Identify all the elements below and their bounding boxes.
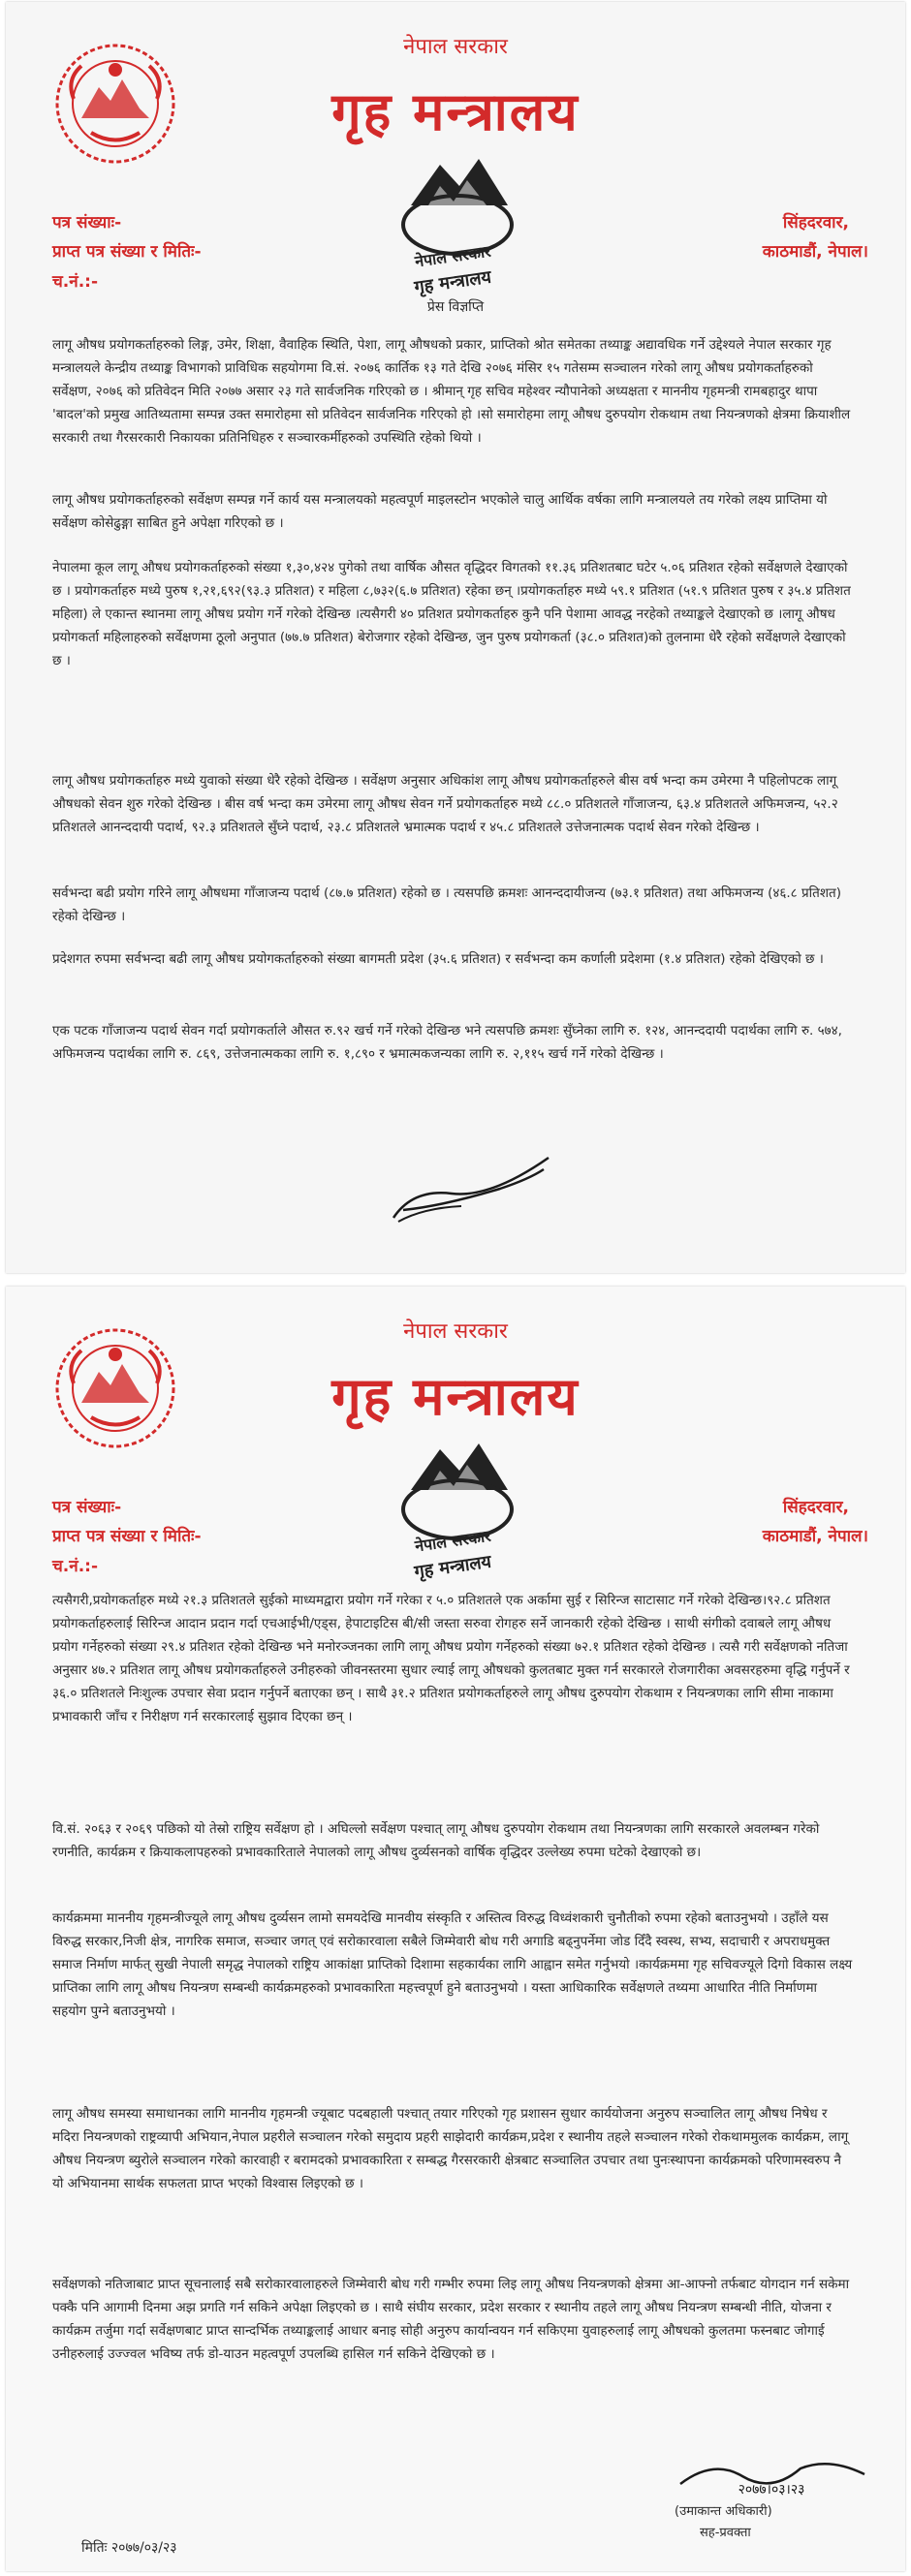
signature (675, 2455, 868, 2498)
dispatch-number-label: च.नं.:- (52, 1557, 98, 1576)
signatory-name: (उमाकान्त अधिकारी) (675, 2504, 772, 2519)
document-page-1 (6, 2, 905, 1273)
signatory-title: सह-प्रवक्ता (700, 2526, 751, 2540)
letter-number-label: पत्र संख्याः- (52, 213, 122, 233)
location-label: सिंहदरवार, (782, 213, 849, 233)
received-letter-label: प्राप्त पत्र संख्या र मितिः- (52, 242, 202, 262)
signature-date: २०७७।०३।२३ (738, 2482, 805, 2498)
paragraph: लागू औषध प्रयोगकर्ताहरु मध्ये युवाको संख्या धेरै रहेको देखिन्छ । सर्वेक्षण अनुसार अधिकांश लागू औषध प्रयोगकर्ताहरुले बीस वर्ष भन्दा कम उमेरमा नै पहिलोपटक लागू औषधको सेवन शुरु गरेको देखिन्छ । बीस वर्ष भन्दा कम उमेरमा लागू औषध सेवन गर्ने प्रयोगकर्ताहरु मध्ये ८८.० प्रतिशतले गाँजाजन्य, ६३.४ प्रतिशतले अफिमजन्य, ५२.२ प्रतिशतले आनन्ददायी पदार्थ, ९२.३ प्रतिशतले सुँघ्ने पदार्थ, २३.८ प्रतिशतले भ्रमात्मक पदार्थ र ४५.८ प्रतिशतले उत्तेजनात्मक पदार्थ सेवन गरेको देखिन्छ । (52, 773, 838, 835)
svg-text:गृह मन्त्रालय: गृह मन्त्रालय (413, 266, 493, 298)
paragraph: प्रदेशगत रुपमा सर्वभन्दा बढी लागू औषध प्रयोगकर्ताहरुको संख्या बागमती प्रदेश (३५.६ प्रतिशत) र सर्वभन्दा कम कर्णाली प्रदेशमा (१.४ प्रतिशत) रहेको देखिएको छ । (52, 951, 824, 967)
paragraph: त्यसैगरी,प्रयोगकर्ताहरु मध्ये २१.३ प्रतिशतले सुईको माध्यमद्वारा प्रयोग गर्ने गरेका र ५.० प्रतिशतले एक अर्कामा सुई र सिरिन्ज साटासाट गर्ने गरेको देखिन्छ।९२.८ प्रतिशत प्रयोगकर्ताहरुलाई सिरिन्ज आदान प्रदान गर्दा एचआईभी/एड्स, हेपाटाइटिस बी/सी जस्ता सरुवा रोगहरु सर्ने जानकारी रहेको देखिन्छ । साथी संगीको दवाबले लागू औषध प्रयोग गर्नेहरुको संख्या २९.४ प्रतिशत रहेको देखिन्छ भने मनोरञ्जनका लागि लागू औषध प्रयोग गर्नेहरुको संख्या ७२.१ प्रतिशत रहेको देखिन्छ । त्यसै गरी सर्वेक्षणको नतिजा अनुसार ४७.२ प्रतिशत लागू औषध प्रयोगकर्ताहरुले उनीहरुको जीवनस्तरमा सुधार ल्याई लागू औषधको कुलतबाट मुक्त गर्न सरकारले रोजगारीका अवसरहरुमा वृद्धि गर्नुपर्ने र ३६.० प्रतिशतले निःशुल्क उपचार सेवा प्रदान गर्नुपर्ने बताएका छन् । साथै ३१.२ प्रतिशत प्रयोगकर्ताहरुले लागू औषध दुरुपयोग रोकथाम र नियन्त्रणका लागि सीमा नाकामा प्रभावकारी जाँच र निरीक्षण गर्न सरकारलाई सुझाव दिएका छन् । (52, 1593, 850, 1724)
paragraph: एक पटक गाँजाजन्य पदार्थ सेवन गर्दा प्रयोगकर्ताले औसत रु.९२ खर्च गर्ने गरेको देखिन्छ भने त्यसपछि क्रमशः सुँघ्नेका लागि रु. १२४, आनन्ददायी पदार्थका लागि रु. ५७४, अफिमजन्य पदार्थका लागि रु. ८६९, उत्तेजनात्मकका लागि रु. १,८९० र भ्रमात्मकजन्यका लागि रु. २,११५ खर्च गर्ने गरेको देखिन्छ । (52, 1023, 842, 1062)
city-label: काठमाडौं, नेपाल। (762, 242, 868, 262)
ministry-seal-icon (372, 147, 535, 302)
city-label: काठमाडौं, नेपाल। (762, 1527, 868, 1546)
paragraph: सर्वेक्षणको नतिजाबाट प्राप्त सूचनालाई सबै सरोकारवालाहरुले जिम्मेवारी बोध गरी गम्भीर रुपमा लिइ लागू औषध नियन्त्रणको क्षेत्रमा आ-आफ्नो तर्फबाट योगदान गर्न सकेमा पक्कै पनि आगामी दिनमा अझ प्रगति गर्न सकिने अपेक्षा लिइएको छ । साथै संघीय सरकार, प्रदेश सरकार र स्थानीय तहले लागू औषध नियन्त्रण सम्बन्धी नीति, योजना र कार्यक्रम तर्जुमा गर्दा सर्वेक्षणबाट प्राप्त सान्दर्भिक तथ्याङ्कलाई आधार बनाइ सोही अनुरुप कार्यान्वयन गर्न सकिएमा युवाहरुलाई लागू औषधको कुलतमा फस्नबाट जोगाई उनीहरुलाई उज्ज्वल भविष्य तर्फ डो-याउन महत्वपूर्ण उपलब्धि हासिल गर्न सकिने देखिएको छ । (52, 2277, 850, 2362)
svg-text:नेपाल सरकार: नेपाल सरकार (413, 1526, 492, 1556)
ministry-heading: गृह मन्त्रालय (331, 81, 580, 142)
paragraph: लागू औषध समस्या समाधानका लागि माननीय गृहमन्त्री ज्यूबाट पदबहाली पश्चात् तयार गरिएको गृह प्रशासन सुधार कार्ययोजना अनुरुप सञ्चालित लागू औषध निषेध र मदिरा नियन्त्रणको राष्ट्रव्यापी अभियान,नेपाल प्रहरीले सञ्चालन गरेको समुदाय प्रहरी साझेदारी कार्यक्रम,प्रदेश र स्थानीय तहले सञ्चालन गरेको रोकथाममुलक कार्यक्रम, लागू औषध नियन्त्रण ब्युरोले सञ्चालन गरेको कारवाही र बरामदको प्रभावकारिता र सम्बद्ध गैरसरकारी क्षेत्रबाट सञ्चालित उपचार तथा पुनःस्थापना कार्यक्रमको परिणामस्वरुप नै यो अभियानमा सार्थक सफलता प्राप्त भएको विश्वास लिइएको छ । (52, 2106, 849, 2191)
received-letter-label: प्राप्त पत्र संख्या र मितिः- (52, 1527, 202, 1546)
ministry-seal-icon (372, 1432, 535, 1587)
issue-date: मितिः २०७७/०३/२३ (81, 2540, 177, 2556)
paragraph: वि.सं. २०६३ र २०६९ पछिको यो तेस्रो राष्ट्रिय सर्वेक्षण हो । अघिल्लो सर्वेक्षण पश्चात् लागू औषध दुरुपयोग रोकथाम तथा नियन्त्रणका लागि सरकारले अवलम्बन गरेको रणनीति, कार्यक्रम र क्रियाकलापहरुको प्रभावकारिताले नेपालको लागू औषध दुर्व्यसनको वार्षिक वृद्धिदर उल्लेख्य रुपमा घटेको देखाएको छ। (52, 1821, 820, 1860)
svg-text:गृह मन्त्रालय: गृह मन्त्रालय (413, 1551, 493, 1583)
paragraph: नेपालमा कूल लागू औषध प्रयोगकर्ताहरुको संख्या १,३०,४२४ पुगेको तथा वार्षिक औसत वृद्धिदर विगतको ११.३६ प्रतिशतबाट घटेर ५.०६ प्रतिशत रहेको सर्वेक्षणले देखाएको छ । प्रयोगकर्ताहरु मध्ये पुरुष १,२१,६९२(९३.३ प्रतिशत) र महिला ८,७३२(६.७ प्रतिशत) रहेका छन् ।प्रयोगकर्ताहरु मध्ये ५९.१ प्रतिशत (५१.९ प्रतिशत पुरुष र ३५.४ प्रतिशत महिला) ले एकान्त स्थानमा लागू औषध प्रयोग गर्ने गरेको देखिन्छ ।त्यसैगरी ४० प्रतिशत प्रयोगकर्ताहरु कुनै पनि पेशामा आवद्ध नरहेको तथ्याङ्कले देखाएको छ ।लागू औषध प्रयोगकर्ता महिलाहरुको सर्वेक्षणमा ठूलो अनुपात (७७.७ प्रतिशत) बेरोजगार रहेको देखिन्छ, जुन पुरुष प्रयोगकर्ता (३८.० प्रतिशत)को तुलनामा धेरै रहेको सर्वेक्षणले देखाएको छ । (52, 560, 851, 668)
paragraph: सर्वभन्दा बढी प्रयोग गरिने लागू औषधमा गाँजाजन्य पदार्थ (८७.७ प्रतिशत) रहेको छ । त्यसपछि क्रमशः आनन्ददायीजन्य (७३.१ प्रतिशत) तथा अफिमजन्य (४६.८ प्रतिशत) रहेको देखिन्छ । (52, 885, 842, 924)
svg-text:नेपाल सरकार: नेपाल सरकार (413, 241, 492, 271)
location-label: सिंहदरवार, (782, 1498, 849, 1517)
paragraph: लागू औषध प्रयोगकर्ताहरुको सर्वेक्षण सम्पन्न गर्ने कार्य यस मन्त्रालयको महत्वपूर्ण माइलस्टोन भएकोले चालु आर्थिक वर्षका लागि मन्त्रालयले तय गरेको लक्ष्य प्राप्तिमा यो सर्वेक्षण कोसेढुङ्गा साबित हुने अपेक्षा गरिएको छ । (52, 492, 828, 531)
press-release-title: प्रेस विज्ञप्ति (426, 299, 485, 315)
signature (384, 1150, 558, 1227)
paragraph: लागू औषध प्रयोगकर्ताहरुको लिङ्ग, उमेर, शिक्षा, वैवाहिक स्थिति, पेशा, लागू औषधको प्रकार, प्राप्तिको श्रोत समेतका तथ्याङ्क अद्यावधिक गर्ने उद्देश्यले नेपाल सरकार गृह मन्त्रालयले केन्द्रीय तथ्याङ्क विभागको प्राविधिक सहयोगमा वि.सं. २०७६ कार्तिक १३ गते देखि २०७६ मंसिर १५ गतेसम्म सञ्चालन गरेको लागू औषध प्रयोगकर्ताहरुको सर्वेक्षण, २०७६ को प्रतिवेदन मिति २०७७ असार २३ गते सार्वजनिक गरिएको छ । श्रीमान् गृह सचिव महेश्वर न्यौपानेको अध्यक्षता र माननीय गृहमन्त्री रामबहादुर थापा 'बादल'को प्रमुख आतिथ्यतामा सम्पन्न उक्त समारोहमा सो प्रतिवेदन सार्वजनिक गरिएको हो ।सो समारोहमा लागू औषध दुरुपयोग रोकथाम तथा नियन्त्रणको क्षेत्रमा क्रियाशील सरकारी तथा गैरसरकारी निकायका प्रतिनिधिहरु र सञ्चारकर्मीहरुको उपस्थिति रहेको थियो । (52, 337, 851, 446)
dispatch-number-label: च.नं.:- (52, 272, 98, 292)
document-page-2 (6, 1287, 905, 2571)
government-heading: नेपाल सरकार (403, 35, 508, 59)
letter-number-label: पत्र संख्याः- (52, 1498, 122, 1517)
paragraph: कार्यक्रममा माननीय गृहमन्त्रीज्यूले लागू औषध दुर्व्यसन लामो समयदेखि मानवीय संस्कृति र अस्तित्व विरुद्ध विध्वंशकारी चुनौतीको रुपमा रहेको बताउनुभयो । उहाँले यस विरुद्ध सरकार,निजी क्षेत्र, नागरिक समाज, सञ्चार जगत् एवं सरोकारवाला सबैले जिम्मेवारी बोध गरी अगाडि बढ्नुपर्नेमा जोड दिँदै स्वस्थ, सभ्य, सदाचारी र अपराधमुक्त समाज निर्माण मार्फत् सुखी नेपाली समृद्ध नेपालको राष्ट्रिय आकांक्षा प्राप्तिको दिशामा सहकार्यका लागि आह्वान समेत गर्नुभयो ।कार्यक्रममा गृह सचिवज्यूले दिगो विकास लक्ष्य प्राप्तिका लागि लागू औषध नियन्त्रण सम्बन्धी कार्यक्रमहरुको प्रभावकारिता महत्त्वपूर्ण हुने बताउनुभयो । यस्ता आधिकारिक सर्वेक्षणले तथ्यमा आधारित नीति निर्माणमा सहयोग पुग्ने बताउनुभयो । (52, 1910, 853, 2019)
government-heading: नेपाल सरकार (403, 1319, 508, 1344)
ministry-heading: गृह मन्त्रालय (331, 1366, 580, 1427)
